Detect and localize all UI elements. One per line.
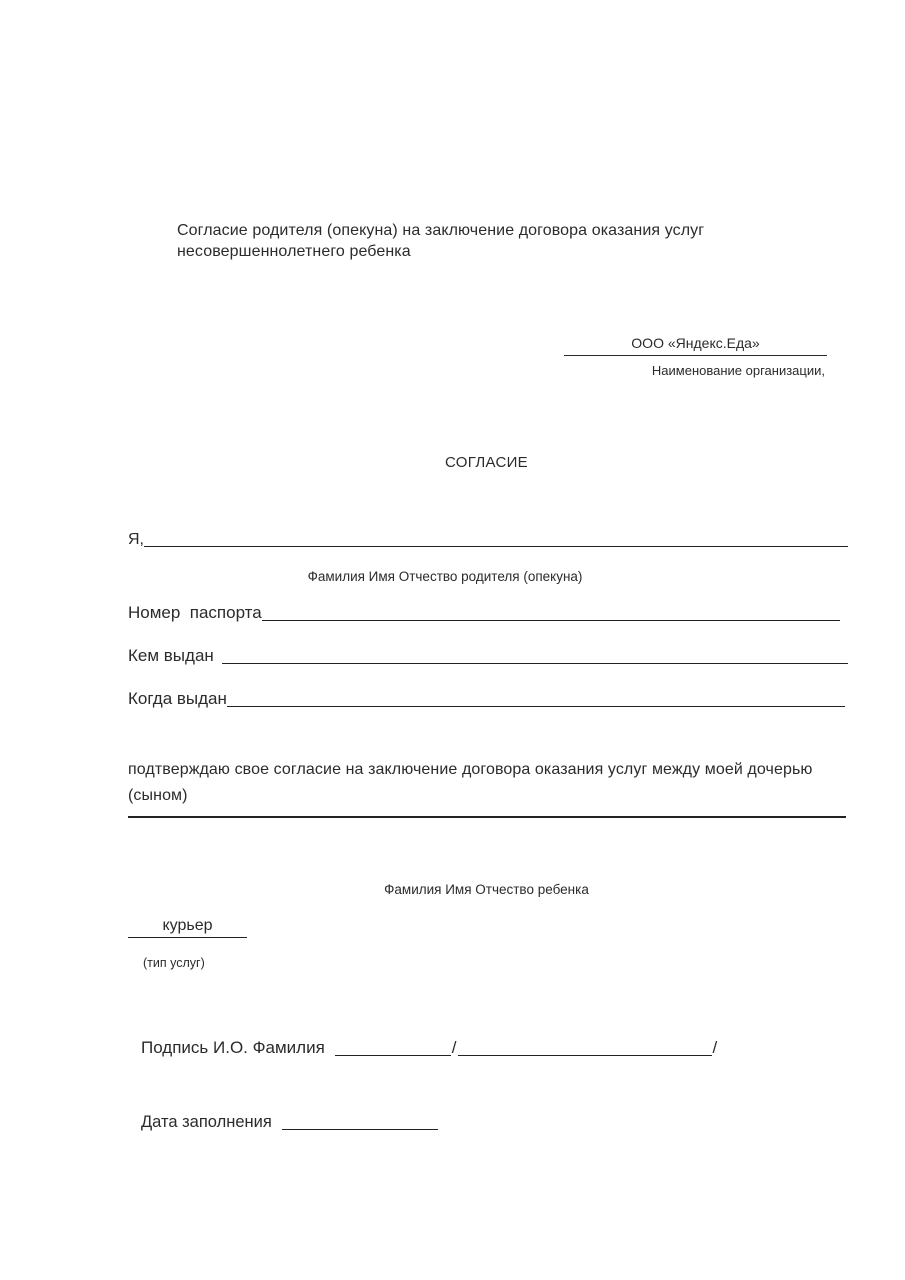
signature-initials-blank[interactable] bbox=[335, 1055, 451, 1056]
fill-date-label: Дата заполнения bbox=[141, 1113, 272, 1131]
issued-date-label: Когда выдан bbox=[128, 689, 227, 708]
fill-date-row bbox=[141, 1111, 438, 1132]
parent-name-caption: Фамилия Имя Отчество родителя (опекуна) bbox=[307, 569, 583, 584]
child-name-caption: Фамилия Имя Отчество ребенка bbox=[384, 882, 589, 897]
organization-name: ООО «Яндекс.Еда» bbox=[631, 335, 760, 351]
parent-name-blank[interactable] bbox=[144, 546, 848, 547]
service-type-value: курьер bbox=[162, 917, 213, 934]
service-type-field[interactable] bbox=[128, 915, 247, 938]
consent-heading: СОГЛАСИЕ bbox=[445, 454, 528, 471]
organization-caption: Наименование организации, bbox=[651, 363, 825, 378]
issued-by-label: Кем выдан bbox=[128, 646, 214, 665]
signature-label: Подпись И.О. Фамилия bbox=[141, 1038, 325, 1057]
parent-name-label: Я, bbox=[128, 531, 144, 548]
slash-separator: / bbox=[451, 1038, 457, 1057]
passport-number-label: Номер паспорта bbox=[128, 603, 262, 622]
parent-name-row bbox=[128, 528, 848, 549]
fill-date-blank[interactable] bbox=[282, 1129, 438, 1130]
issued-by-blank[interactable] bbox=[222, 663, 848, 664]
organization-name-field bbox=[564, 333, 827, 356]
child-name-blank[interactable] bbox=[128, 801, 846, 818]
issued-date-blank[interactable] bbox=[227, 706, 845, 707]
form-title: Согласие родителя (опекуна) на заключение договора оказания услуг несовершеннолетнего ребенка bbox=[177, 222, 705, 260]
slash-separator: / bbox=[712, 1038, 718, 1057]
issued-date-row bbox=[128, 688, 845, 709]
consent-statement: подтверждаю свое согласие на заключение договора оказания услуг между моей дочерью (сыном) bbox=[128, 761, 813, 804]
passport-number-row bbox=[128, 602, 840, 623]
signature-blank[interactable] bbox=[458, 1055, 712, 1056]
signature-row bbox=[141, 1036, 718, 1058]
issued-by-row bbox=[128, 645, 848, 666]
passport-number-blank[interactable] bbox=[262, 620, 840, 621]
service-type-caption: (тип услуг) bbox=[143, 956, 205, 970]
